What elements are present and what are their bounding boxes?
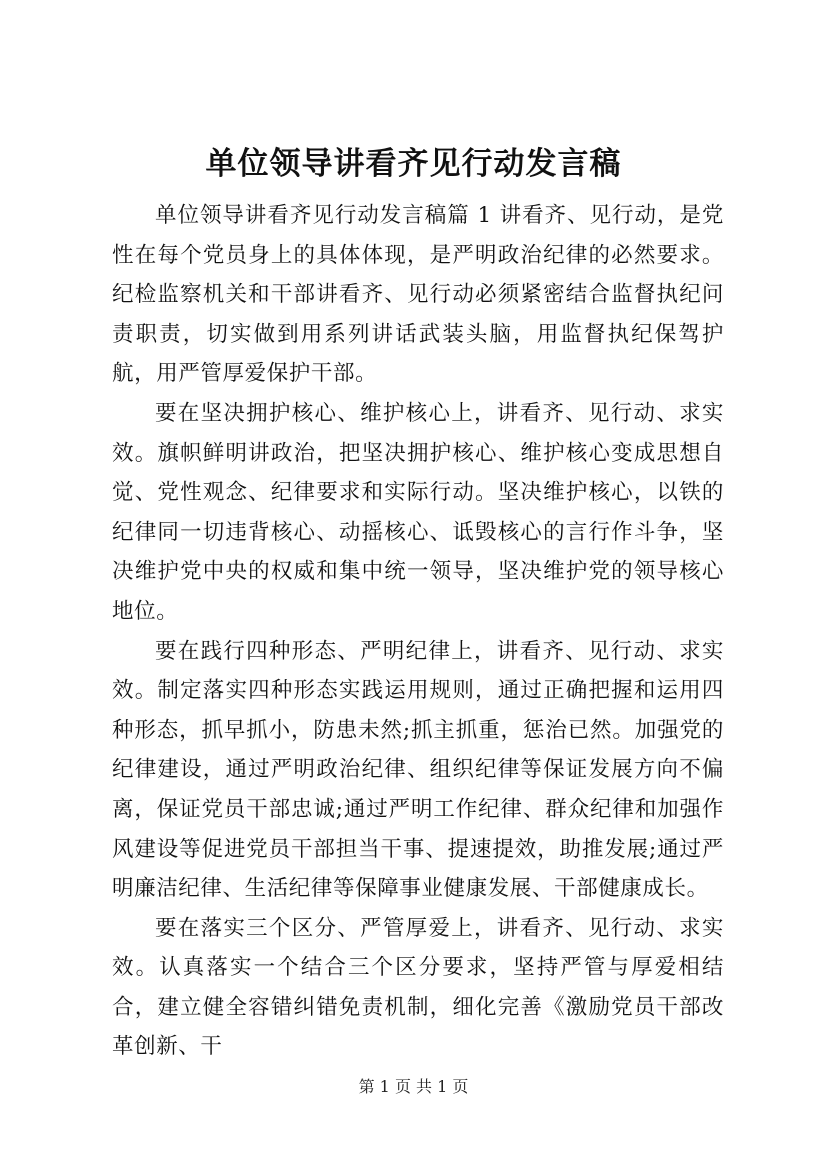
document-body	[112, 196, 724, 1067]
paragraph-3: 要在践行四种形态、严明纪律上，讲看齐、见行动、求实效。制定落实四种形态实践运用规则，通过正确把握和运用四种形态，抓早抓小，防患未然;抓主抓重，惩治已然。加强党的纪律建设，通过严明政治纪律、组织纪律等保证发展方向不偏离，保证党员干部忠诚;通过严明工作纪律、群众纪律和加强作风建设等促进党员干部担当干事、提速提效，助推发展;通过严明廉洁纪律、生活纪律等保障事业健康发展、干部健康成长。	[112, 638, 724, 902]
paragraph-2: 要在坚决拥护核心、维护核心上，讲看齐、见行动、求实效。旗帜鲜明讲政治，把坚决拥护核心、维护核心变成思想自觉、党性观念、纪律要求和实际行动。坚决维护核心，以铁的纪律同一切违背核心、动摇核心、诋毁核心的言行作斗争，坚决维护党中央的权威和集中统一领导，坚决维护党的领导核心地位。	[112, 400, 724, 624]
paragraph-4: 要在落实三个区分、严管厚爱上，讲看齐、见行动、求实效。认真落实一个结合三个区分要求，坚持严管与厚爱相结合，建立健全容错纠错免责机制，细化完善《激励党员干部改革创新、干	[112, 915, 724, 1060]
page-footer: 第 1 页 共 1 页	[358, 1077, 469, 1096]
document-title: 单位领导讲看齐见行动发言稿	[205, 146, 622, 182]
paragraph-1: 单位领导讲看齐见行动发言稿篇 1 讲看齐、见行动，是党性在每个党员身上的具体体现，是严明政治纪律的必然要求。纪检监察机关和干部讲看齐、见行动必须紧密结合监督执纪问责职责，切实做到用系列讲话武装头脑，用监督执纪保驾护航，用严管厚爱保护干部。	[112, 203, 724, 387]
